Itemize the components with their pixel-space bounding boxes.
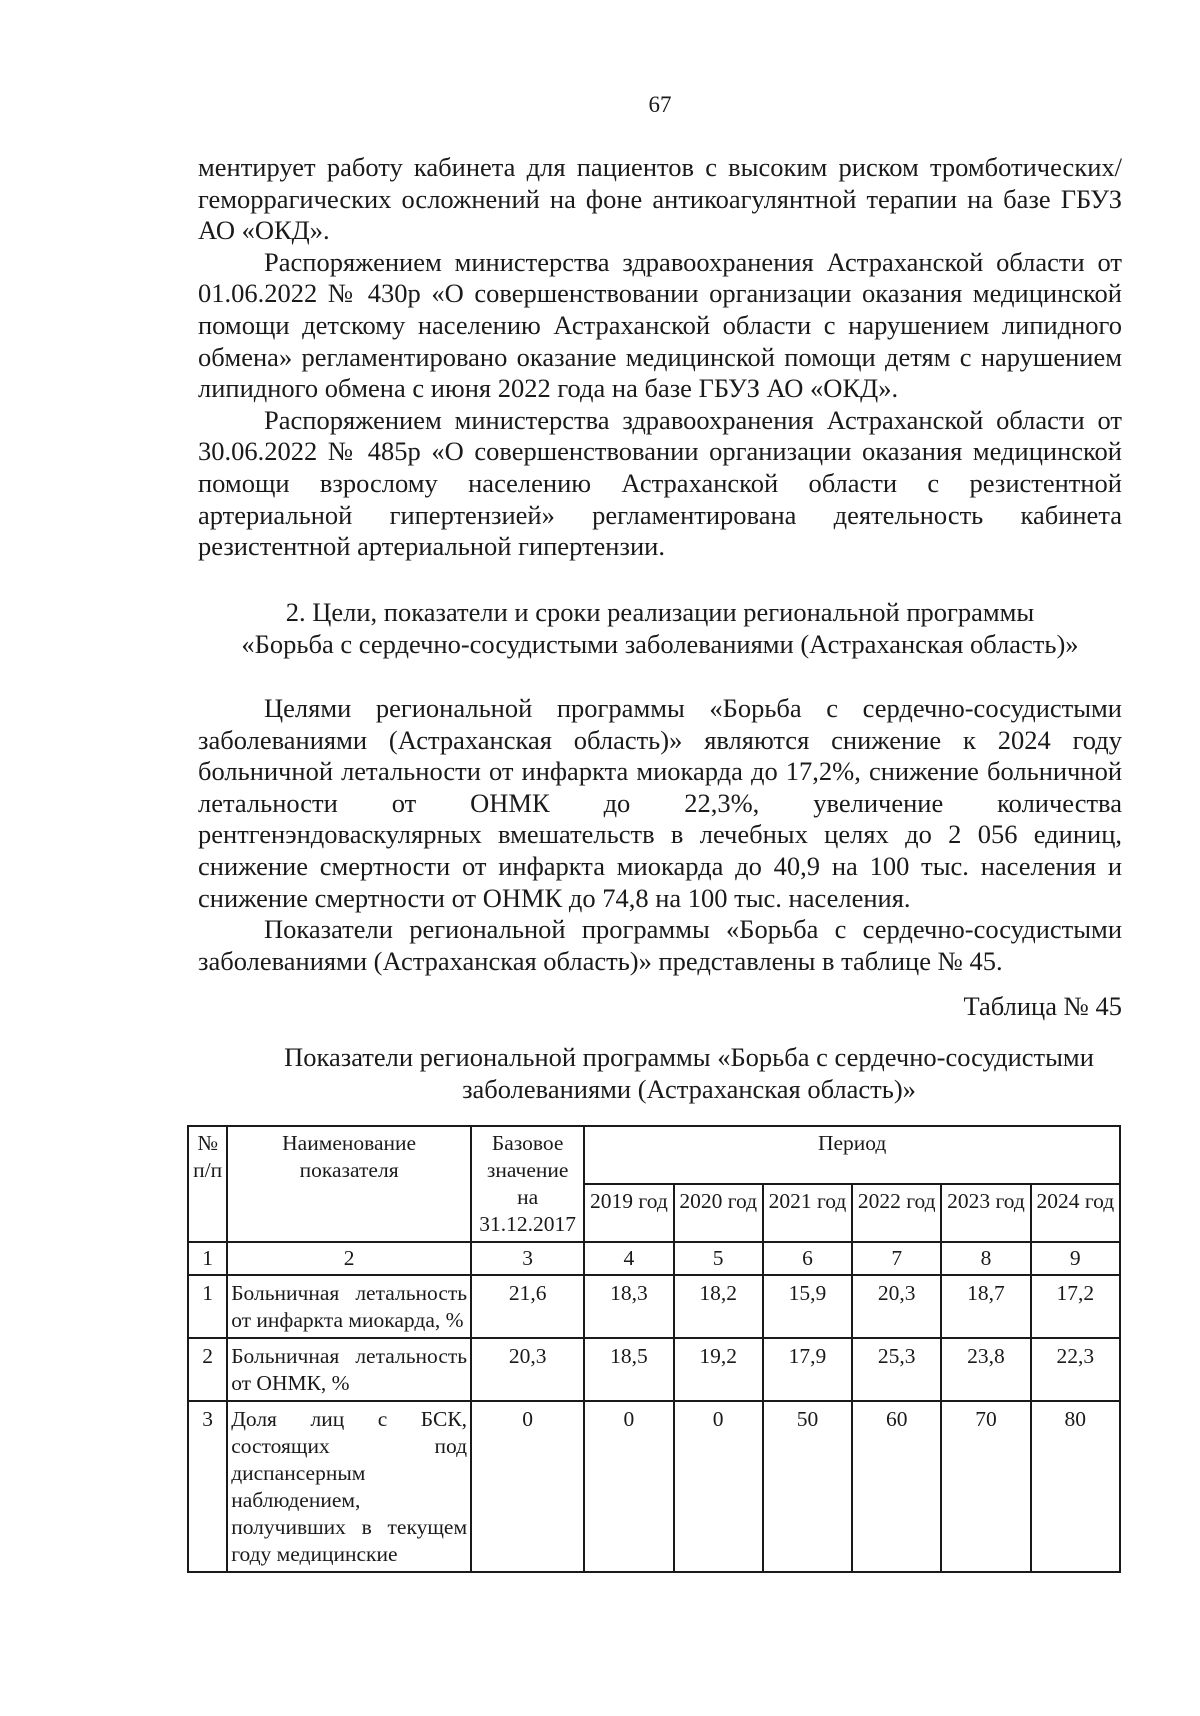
cell-value: 0 [674, 1401, 763, 1572]
cell-value: 0 [584, 1401, 673, 1572]
header-year: 2022 год [852, 1184, 941, 1242]
header-year: 2019 год [584, 1184, 673, 1242]
cell-value: 17,9 [763, 1338, 852, 1401]
header-no: № п/п [188, 1126, 227, 1242]
cell-value: 22,3 [1031, 1338, 1120, 1401]
row-name: Больничная летальность от инфаркта миокарда, % [227, 1275, 471, 1338]
cell-value: 80 [1031, 1401, 1120, 1572]
intro-text [198, 152, 1122, 563]
table-row [188, 1275, 1120, 1338]
cell-value: 17,2 [1031, 1275, 1120, 1338]
paragraph-continuation: ментирует работу кабинета для пациентов с высоким риском тромботических/геморрагических осложнений на фоне антикоагулянтной терапии на базе ГБУЗ АО «ОКД». [198, 152, 1122, 246]
cell-value: 25,3 [852, 1338, 941, 1401]
table-caption: Показатели региональной программы «Борьба с сердечно-сосудистыми заболеваниями (Астраханская область)» [284, 1042, 1094, 1104]
column-number: 8 [941, 1242, 1030, 1275]
cell-value: 20,3 [852, 1275, 941, 1338]
cell-value: 60 [852, 1401, 941, 1572]
section-heading-line-1: 2. Цели, показатели и сроки реализации региональной программы [285, 597, 1035, 627]
cell-value: 18,2 [674, 1275, 763, 1338]
row-no: 2 [188, 1338, 227, 1401]
column-number: 5 [674, 1242, 763, 1275]
cell-value: 18,3 [584, 1275, 673, 1338]
paragraph-indicators: Показатели региональной программы «Борьба с сердечно-сосудистыми заболеваниями (Астраханская область)» представлены в таблице № 45. [198, 914, 1122, 976]
cell-value: 18,7 [941, 1275, 1030, 1338]
cell-value: 18,5 [584, 1338, 673, 1401]
paragraph-order-430: Распоряжением министерства здравоохранения Астраханской области от 01.06.2022 № 430р «О совершенствовании организации оказания медицинской помощи детскому населению Астраханской области с нарушением липидного обмена» регламентировано оказание медицинской помощи детям с нарушением липидного обмена с июня 2022 года на базе ГБУЗ АО «ОКД». [198, 246, 1122, 404]
section-text [198, 693, 1122, 977]
cell-value: 19,2 [674, 1338, 763, 1401]
column-number: 7 [852, 1242, 941, 1275]
header-year: 2020 год [674, 1184, 763, 1242]
header-row-1 [188, 1126, 1120, 1184]
table-number-label: Таблица № 45 [963, 991, 1122, 1021]
section-heading-line-2: «Борьба с сердечно-сосудистыми заболеваниями (Астраханская область)» [241, 628, 1079, 659]
row-no: 1 [188, 1275, 227, 1338]
row-name: Доля лиц с БСК, состоящих под диспансерным наблюдением, получивших в текущем году медицинские [227, 1401, 471, 1572]
column-number-row [188, 1242, 1120, 1275]
cell-value: 20,3 [471, 1338, 584, 1401]
column-number: 4 [584, 1242, 673, 1275]
header-year: 2021 год [763, 1184, 852, 1242]
cell-value: 23,8 [941, 1338, 1030, 1401]
cell-value: 70 [941, 1401, 1030, 1572]
header-year: 2023 год [941, 1184, 1030, 1242]
column-number: 1 [188, 1242, 227, 1275]
page-number: 67 [648, 92, 672, 117]
paragraph-order-485: Распоряжением министерства здравоохранения Астраханской области от 30.06.2022 № 485р «О совершенствовании организации оказания медицинской помощи взрослому населению Астраханской области с резистентной артериальной гипертензией» регламентирована деятельность кабинета резистентной артериальной гипертензии. [198, 404, 1122, 562]
column-number: 9 [1031, 1242, 1120, 1275]
column-number: 3 [471, 1242, 584, 1275]
paragraph-goals: Целями региональной программы «Борьба с сердечно-сосудистыми заболеваниями (Астраханская область)» являются снижение к 2024 году больничной летальности от инфаркта миокарда до 17,2%, снижение больничной летальности от ОНМК до 22,3%, увеличение количества рентгенэндоваскулярных вмешательств в лечебных целях до 2 056 единиц, снижение смертности от инфаркта миокарда до 40,9 на 100 тыс. населения и снижение смертности от ОНМК до 74,8 на 100 тыс. населения. [198, 693, 1122, 913]
cell-value: 21,6 [471, 1275, 584, 1338]
table-row [188, 1338, 1120, 1401]
row-no: 3 [188, 1401, 227, 1572]
row-name: Больничная летальность от ОНМК, % [227, 1338, 471, 1401]
column-number: 6 [763, 1242, 852, 1275]
cell-value: 0 [471, 1401, 584, 1572]
indicators-table [187, 1125, 1121, 1573]
header-base: Базовое значение на 31.12.2017 [471, 1126, 584, 1242]
cell-value: 50 [763, 1401, 852, 1572]
header-period: Период [584, 1126, 1120, 1184]
table-row [188, 1401, 1120, 1572]
cell-value: 15,9 [763, 1275, 852, 1338]
header-year: 2024 год [1031, 1184, 1120, 1242]
header-name: Наименование показателя [227, 1126, 471, 1242]
column-number: 2 [227, 1242, 471, 1275]
section-heading [198, 597, 1122, 660]
